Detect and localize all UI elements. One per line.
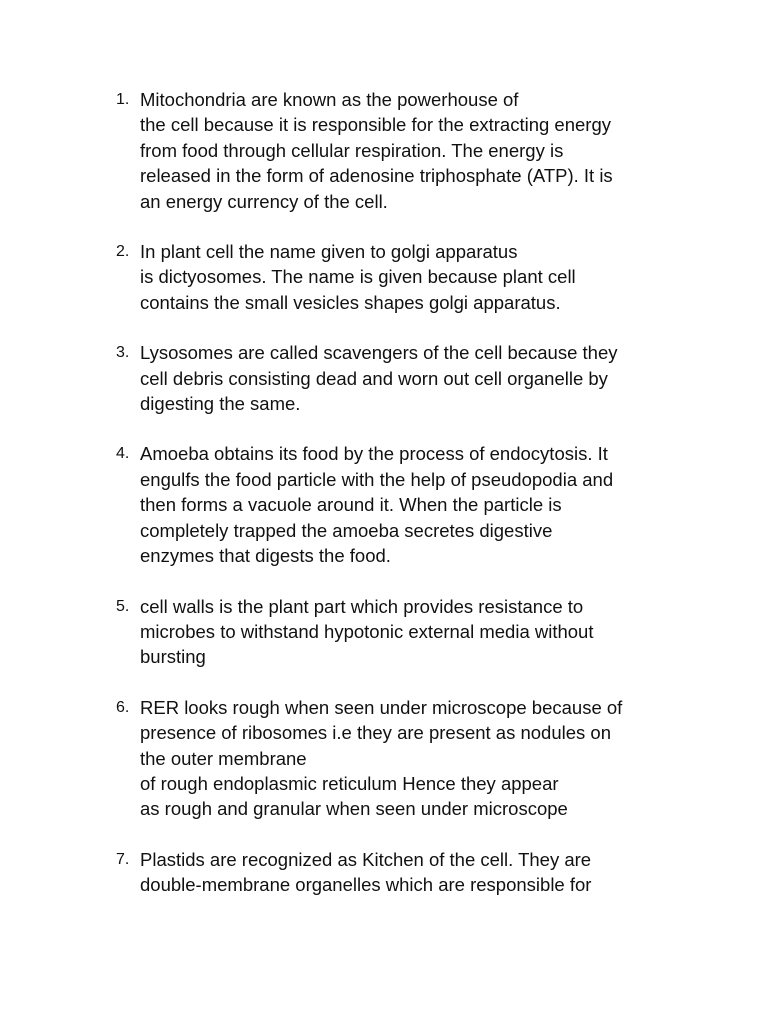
- list-item: [110, 847, 710, 898]
- item-text: [140, 340, 710, 416]
- text-line: is dictyosomes. The name is given because plant cell: [140, 266, 576, 288]
- text-line: from food through cellular respiration. The energy is: [140, 139, 564, 161]
- text-line: as rough and granular when seen under microscope: [140, 798, 568, 820]
- text-line: contains the small vesicles shapes golgi apparatus.: [140, 291, 561, 313]
- text-line: Lysosomes are called scavengers of the cell because they: [140, 342, 618, 364]
- text-line: bursting: [140, 646, 206, 668]
- list-item: [110, 441, 710, 568]
- item-number: 1.: [116, 91, 130, 108]
- text-line: RER looks rough when seen under microscope because of: [140, 696, 623, 718]
- item-text: [140, 441, 710, 568]
- text-line: then forms a vacuole around it. When the particle is: [140, 494, 562, 516]
- item-number: 5.: [116, 597, 130, 615]
- item-text: [140, 847, 710, 898]
- item-number: 7.: [116, 850, 130, 868]
- list-item: [110, 695, 710, 822]
- text-line: an energy currency of the cell.: [140, 190, 388, 212]
- text-line: microbes to withstand hypotonic external media without: [140, 620, 594, 642]
- item-text: [140, 239, 710, 315]
- text-line: of rough endoplasmic reticulum Hence they appear: [140, 772, 559, 794]
- item-text: [140, 87, 710, 214]
- text-line: Plastids are recognized as Kitchen of the cell. They are: [140, 848, 592, 870]
- text-line: the outer membrane: [140, 747, 307, 769]
- list-item: [110, 340, 710, 416]
- answer-list: [110, 87, 710, 923]
- text-line: the cell because it is responsible for the extracting energy: [140, 114, 611, 136]
- text-line: presence of ribosomes i.e they are present as nodules on: [140, 722, 612, 744]
- item-text: [140, 695, 710, 822]
- text-line: completely trapped the amoeba secretes digestive: [140, 519, 553, 541]
- text-line: cell walls is the plant part which provides resistance to: [140, 595, 584, 617]
- item-number: 3.: [116, 344, 130, 362]
- text-line: released in the form of adenosine triphosphate (ATP). It is: [140, 165, 613, 187]
- text-line: Mitochondria are known as the powerhouse of: [140, 89, 519, 110]
- text-line: In plant cell the name given to golgi apparatus: [140, 241, 518, 263]
- text-line: Amoeba obtains its food by the process of endocytosis. It: [140, 443, 608, 465]
- text-line: double-membrane organelles which are responsible for: [140, 874, 592, 896]
- item-number: 2.: [116, 243, 130, 261]
- text-line: enzymes that digests the food.: [140, 545, 391, 567]
- list-item: [110, 239, 710, 315]
- item-number: 6.: [116, 698, 130, 716]
- text-line: digesting the same.: [140, 393, 301, 415]
- list-item: [110, 594, 710, 670]
- item-number: 4.: [116, 445, 130, 463]
- text-line: cell debris consisting dead and worn out cell organelle by: [140, 367, 608, 389]
- text-line: engulfs the food particle with the help of pseudopodia and: [140, 468, 614, 490]
- item-text: [140, 594, 710, 670]
- list-item: [110, 87, 710, 214]
